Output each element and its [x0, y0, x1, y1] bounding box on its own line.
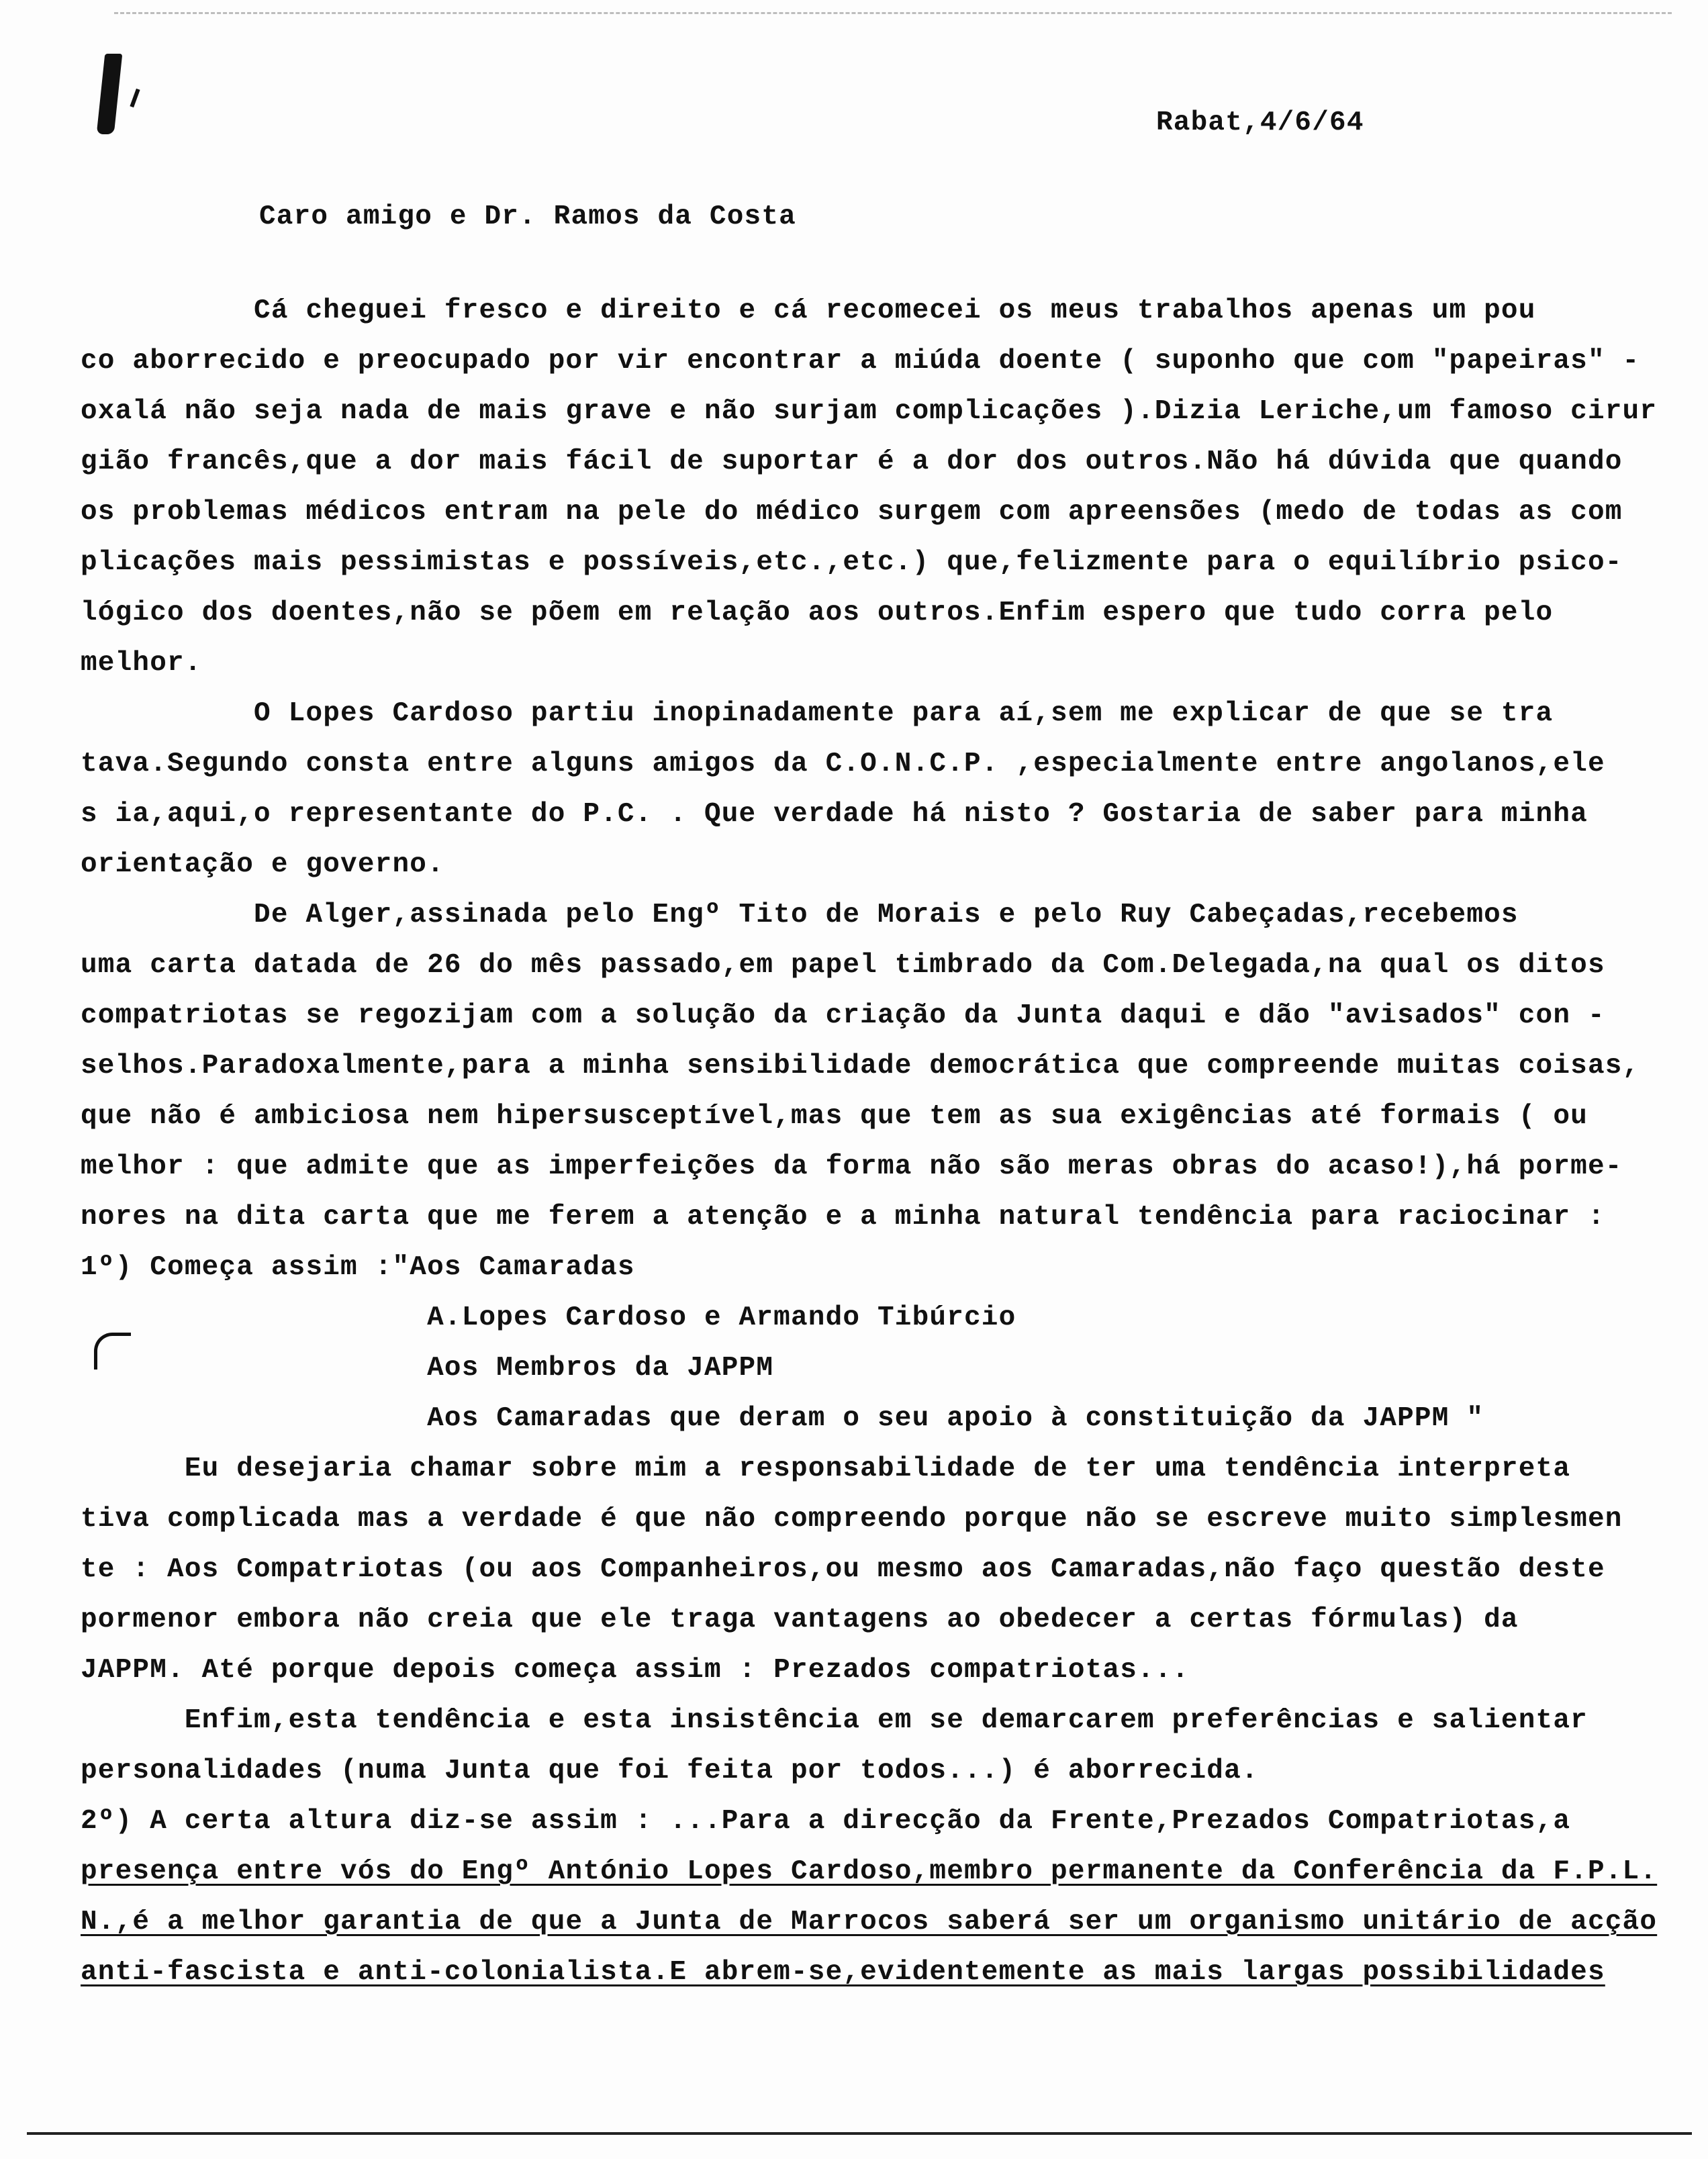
underlined-text-line: presença entre vós do Engº António Lopes Cardoso,membro permanente da Conferência da F.P.L. — [81, 1856, 1658, 1887]
text-line: melhor : que admite que as imperfeições da forma não são meras obras do acaso!),há porme- — [81, 1151, 1623, 1182]
text-line: lógico dos doentes,não se põem em relação aos outros.Enfim espero que tudo corra pelo — [81, 597, 1554, 628]
text-line: Enfim,esta tendência e esta insistência em se demarcarem preferências e salientar — [81, 1705, 1588, 1736]
handwritten-tick-icon — [130, 89, 140, 107]
text-line: orientação e governo. — [81, 849, 444, 880]
text-line: personalidades (numa Junta que foi feita por todos...) é aborrecida. — [81, 1756, 1259, 1786]
text-line: os problemas médicos entram na pele do médico surgem com apreensões (medo de todas as com — [81, 497, 1623, 528]
text-line: JAPPM. Até porque depois começa assim : Prezados compatriotas... — [81, 1655, 1190, 1686]
text-line: te : Aos Compatriotas (ou aos Companheiros,ou mesmo aos Camaradas,não faço questão deste — [81, 1554, 1605, 1585]
underlined-text-line: N.,é a melhor garantia de que a Junta de Marrocos saberá ser um organismo unitário de acção — [81, 1907, 1658, 1937]
text-line: 1º) Começa assim :"Aos Camaradas — [81, 1252, 635, 1283]
text-line: oxalá não seja nada de mais grave e não surjam complicações ).Dizia Leriche,um famoso cirur — [81, 396, 1658, 427]
text-line: gião francês,que a dor mais fácil de suportar é a dor dos outros.Não há dúvida que quando — [81, 446, 1623, 477]
bottom-rule — [27, 2132, 1692, 2135]
text-line: 2º) A certa altura diz-se assim : ...Para a direcção da Frente,Prezados Compatriotas,a — [81, 1806, 1571, 1837]
text-line: plicações mais pessimistas e possíveis,etc.,etc.) que,felizmente para o equilíbrio psico- — [81, 547, 1623, 578]
text-line: tava.Segundo consta entre alguns amigos da C.O.N.C.P. ,especialmente entre angolanos,ele — [81, 749, 1605, 779]
text-line: Eu desejaria chamar sobre mim a responsabilidade de ter uma tendência interpreta — [81, 1453, 1571, 1484]
text-line: uma carta datada de 26 do mês passado,em papel timbrado da Com.Delegada,na qual os ditos — [81, 950, 1605, 981]
text-line: melhor. — [81, 648, 202, 679]
text-line: compatriotas se regozijam com a solução da criação da Junta daqui e dão "avisados" con - — [81, 1000, 1605, 1031]
text-line: tiva complicada mas a verdade é que não compreendo porque não se escreve muito simplesmen — [81, 1504, 1623, 1535]
text-line: pormenor embora não creia que ele traga vantagens ao obedecer a certas fórmulas) da — [81, 1604, 1519, 1635]
addressee-line: Aos Membros da JAPPM — [81, 1353, 774, 1384]
addressee-line: A.Lopes Cardoso e Armando Tibúrcio — [81, 1302, 1016, 1333]
letter-date: Rabat,4/6/64 — [1156, 107, 1364, 138]
text-line: s ia,aqui,o representante do P.C. . Que verdade há nisto ? Gostaria de saber para minha — [81, 799, 1588, 830]
handwritten-mark-icon — [97, 54, 123, 134]
addressee-line: Aos Camaradas que deram o seu apoio à constituição da JAPPM " — [81, 1403, 1484, 1434]
text-line: Cá cheguei fresco e direito e cá recomecei os meus trabalhos apenas um pou — [81, 295, 1536, 326]
underlined-text-line: anti-fascista e anti-colonialista.E abrem-se,evidentemente as mais largas possibilidades — [81, 1957, 1605, 1988]
salutation: Caro amigo e Dr. Ramos da Costa — [259, 201, 796, 232]
text-line: De Alger,assinada pelo Engº Tito de Morais e pelo Ruy Cabeçadas,recebemos — [81, 900, 1519, 930]
top-edge-dashes — [114, 12, 1672, 14]
text-line: nores na dita carta que me ferem a atenção e a minha natural tendência para raciocinar : — [81, 1202, 1605, 1233]
text-line: selhos.Paradoxalmente,para a minha sensibilidade democrática que compreende muitas coisas, — [81, 1051, 1640, 1082]
text-line: co aborrecido e preocupado por vir encontrar a miúda doente ( suponho que com "papeiras" - — [81, 346, 1640, 377]
text-line: que não é ambiciosa nem hipersusceptível,mas que tem as sua exigências até formais ( ou — [81, 1101, 1588, 1132]
text-line: O Lopes Cardoso partiu inopinadamente para aí,sem me explicar de que se tra — [81, 698, 1554, 729]
